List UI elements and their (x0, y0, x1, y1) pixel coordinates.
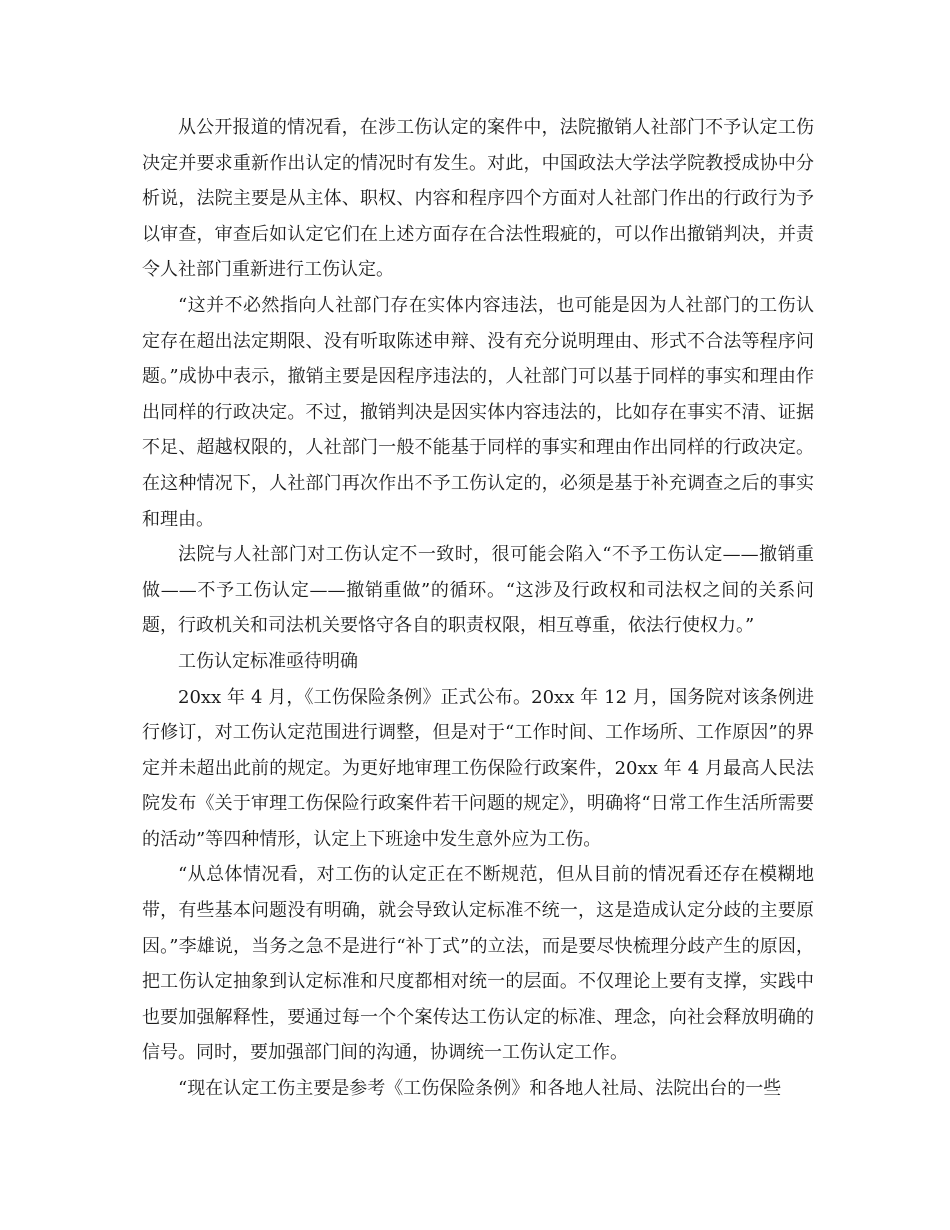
paragraph-current-basis: “现在认定工伤主要是参考《工伤保险条例》和各地人社局、法院出台的一些 (178, 1078, 782, 1100)
paragraph-procedural-issues: “这并不必然指向人社部门存在实体内容违法，也可能是因为人社部门的工伤认定存在超出法定期限、没有听取陈述申辩、没有充分说明理由、形式不合法等程序问题。”成协中表示，撤销主要是因程序违法的，人社部门可以基于同样的事实和理由作出同样的行政决定。不过，撤销判决是因实体内容违法的，比如存在事实不清、证据不足、超越权限的，人社部门一般不能基于同样的事实和理由作出同样的行政决定。在这种情况下，人社部门再次作出不予工伤认定的，必须是基于补充调查之后的事实和理由。 (142, 294, 814, 530)
paragraph-cycle-problem: 法院与人社部门对工伤认定不一致时，很可能会陷入“不予工伤认定——撤销重做——不予工伤认定——撤销重做”的循环。“这涉及行政权和司法权之间的关系问题，行政机关和司法机关要恪守各自的职责权限，相互尊重，依法行使权力。” (142, 544, 814, 637)
document-body (142, 110, 814, 1107)
paragraph-standard-unification: “从总体情况看，对工伤的认定正在不断规范，但从目前的情况看还存在模糊地带，有些基本问题没有明确，就会导致认定标准不统一，这是造成认定分歧的主要原因。”李雄说，当务之急不是进行“补丁式”的立法，而是要尽快梳理分歧产生的原因，把工伤认定抽象到认定标准和尺度都相对统一的层面。不仅理论上要有支撑，实践中也要加强解释性，要通过每一个个案传达工伤认定的标准、理念，向社会释放明确的信号。同时，要加强部门间的沟通，协调统一工伤认定工作。 (142, 864, 814, 1064)
section-heading: 工伤认定标准亟待明确 (178, 650, 358, 672)
paragraph-regulation-history: 20xx 年 4 月，《工伤保险条例》正式公布。20xx 年 12 月，国务院对该条例进行修订，对工伤认定范围进行调整，但是对于“工作时间、工作场所、工作原因”的界定并未超出此前的规定。为更好地审理工伤保险行政案件，20xx 年 4 月最高人民法院发布《关于审理工伤保险行政案件若干问题的规定》，明确将“日常工作生活所需要的活动”等四种情形，认定上下班途中发生意外应为工伤。 (142, 686, 814, 850)
paragraph-court-review: 从公开报道的情况看，在涉工伤认定的案件中，法院撤销人社部门不予认定工伤决定并要求重新作出认定的情况时有发生。对此，中国政法大学法学院教授成协中分析说，法院主要是从主体、职权、内容和程序四个方面对人社部门作出的行政行为予以审查，审查后如认定它们在上述方面存在合法性瑕疵的，可以作出撤销判决，并责令人社部门重新进行工伤认定。 (142, 117, 814, 281)
